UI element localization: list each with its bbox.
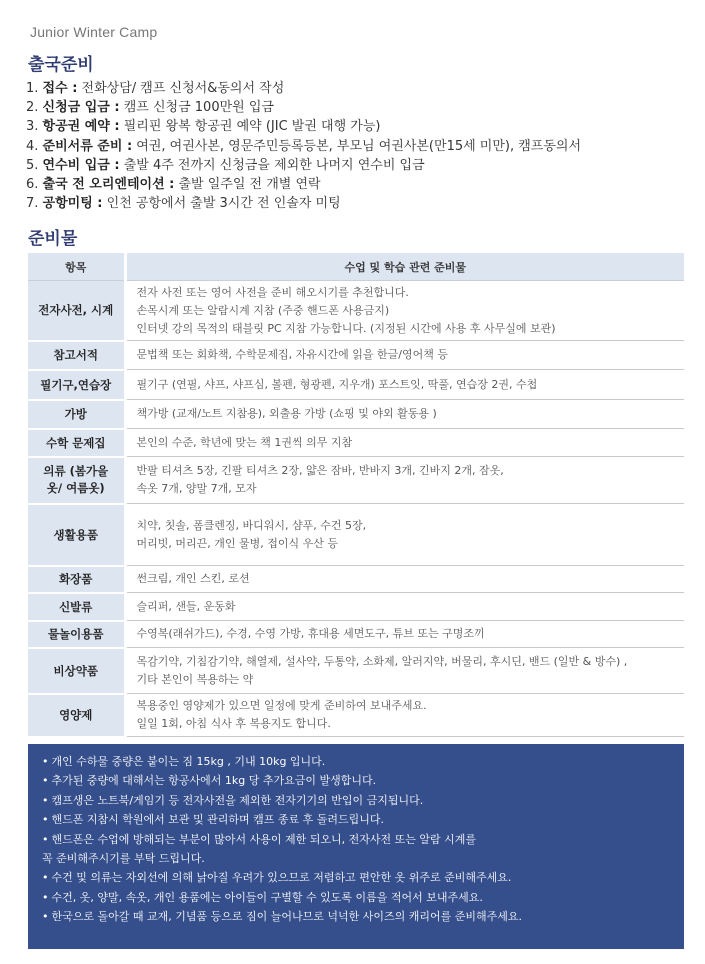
note-item (42, 888, 684, 907)
table-row (28, 593, 684, 621)
bullet-icon: • (42, 910, 49, 924)
note-text: 핸드폰은 수업에 방해되는 부분이 많아서 사용이 제한 되오니, 전자사전 또는 알람 시계를 꼭 준비해주시기를 부탁 드립니다. (42, 832, 476, 866)
row-item: 가방 (28, 400, 125, 429)
step-label: 공항미팅 : (42, 196, 103, 212)
step-number: 7. (26, 196, 39, 212)
bullet-icon: • (42, 832, 49, 846)
step-text: 출발 일주일 전 개별 연락 (174, 177, 321, 193)
row-item: 화장품 (28, 566, 125, 593)
step-label: 출국 전 오리엔테이션 : (42, 177, 175, 193)
note-text: 캠프생은 노트북/게임기 등 전자사전을 제외한 전자기기의 반입이 금지됩니다. (51, 793, 424, 807)
row-item: 참고서적 (28, 341, 125, 370)
note-item (42, 868, 684, 887)
table-row (28, 429, 684, 457)
row-detail: 반팔 티셔츠 5장, 긴팔 티셔츠 2장, 얇은 잠바, 반바지 3개, 긴바지 2개, 잠옷, 속옷 7개, 양말 7개, 모자 (125, 457, 684, 504)
bullet-icon: • (42, 774, 49, 788)
step-item (26, 156, 581, 175)
row-item: 영양제 (28, 694, 125, 737)
table-row (28, 400, 684, 429)
step-number: 6. (26, 177, 39, 193)
step-text: 전화상담/ 캠프 신청서&동의서 작성 (77, 81, 285, 96)
note-text: 핸드폰 지참시 학원에서 보관 및 관리하며 캠프 종료 후 돌려드립니다. (51, 813, 384, 827)
step-number: 2. (26, 100, 39, 116)
bullet-icon: • (42, 793, 49, 807)
row-item: 의류 (봄가을 옷/ 여름옷) (28, 457, 125, 504)
table-row (28, 648, 684, 694)
row-detail: 필기구 (연필, 샤프, 샤프심, 볼펜, 형광펜, 지우개) 포스트잇, 딱풀, 연습장 2권, 수첩 (125, 370, 684, 400)
note-text: 수건 및 의류는 자외선에 의해 낡아질 우려가 있으므로 저렴하고 편안한 옷 위주로 준비해주세요. (51, 871, 512, 885)
step-text: 출발 4주 전까지 신청금을 제외한 나머지 연수비 입금 (119, 157, 425, 173)
table-row (28, 694, 684, 737)
column-header-detail: 수업 및 학습 관련 준비물 (125, 253, 684, 281)
note-text: 추가된 중량에 대해서는 항공사에서 1kg 당 추가요금이 발생합니다. (51, 774, 377, 788)
row-item: 신발류 (28, 593, 125, 621)
row-detail: 책가방 (교재/노트 지참용), 외출용 가방 (쇼핑 및 야외 활동용 ) (125, 400, 684, 429)
step-item (26, 175, 581, 194)
table-row (28, 281, 684, 341)
row-item: 전자사전, 시계 (28, 281, 125, 341)
step-number: 5. (26, 157, 39, 173)
note-item (42, 752, 684, 771)
note-item (42, 810, 684, 829)
step-item (26, 117, 581, 136)
step-item (26, 137, 581, 156)
departure-title: 출국준비 (28, 55, 94, 75)
note-item (42, 907, 684, 926)
step-label: 준비서류 준비 : (42, 138, 133, 154)
table-row (28, 341, 684, 370)
note-text: 한국으로 돌아갈 때 교재, 기념품 등으로 짐이 늘어나므로 넉넉한 사이즈의 캐리어를 준비해주세요. (51, 910, 522, 924)
row-detail: 전자 사전 또는 영어 사전을 준비 해오시기를 추천합니다. 손목시계 또는 알람시계 지참 (주중 핸드폰 사용금지) 인터넷 강의 목적의 태블릿 PC 지참 가능합니다. (지정된 시간에 사용 후 사무실에 보관) (125, 281, 684, 341)
step-number: 4. (26, 138, 39, 154)
row-item: 비상약품 (28, 648, 125, 694)
table-row (28, 370, 684, 400)
table-row (28, 504, 684, 566)
column-header-item: 항목 (28, 253, 125, 281)
bullet-icon: • (42, 871, 49, 885)
bullet-icon: • (42, 813, 49, 827)
step-item (26, 194, 581, 213)
camp-name: Junior Winter Camp (30, 24, 158, 40)
row-detail: 문법책 또는 회화책, 수학문제집, 자유시간에 읽을 한글/영어책 등 (125, 341, 684, 370)
table-row (28, 457, 684, 504)
step-label: 연수비 입금 : (42, 157, 120, 173)
table-header-row (28, 253, 684, 281)
table-row (28, 566, 684, 593)
step-text: 인천 공항에서 출발 3시간 전 인솔자 미팅 (102, 196, 341, 212)
row-detail: 수영복(래쉬가드), 수경, 수영 가방, 휴대용 세면도구, 튜브 또는 구명조끼 (125, 621, 684, 648)
row-item: 필기구,연습장 (28, 370, 125, 400)
step-item (26, 98, 581, 117)
note-item (42, 771, 684, 790)
row-item: 수학 문제집 (28, 429, 125, 457)
row-detail: 치약, 칫솔, 폼클렌징, 바디워시, 샴푸, 수건 5장, 머리빗, 머리끈, 개인 물병, 접이식 우산 등 (125, 504, 684, 566)
table-row (28, 621, 684, 648)
step-label: 항공권 예약 : (42, 119, 120, 135)
step-number: 1. (26, 81, 39, 96)
step-text: 캠프 신청금 100만원 입금 (119, 100, 274, 116)
note-item (42, 791, 684, 810)
supplies-table (28, 253, 684, 738)
note-text: 개인 수하물 중량은 붙이는 짐 15kg , 기내 10kg 입니다. (51, 755, 326, 768)
departure-steps (26, 79, 581, 213)
step-text: 필리핀 왕복 항공권 예약 (JIC 발권 대행 가능) (119, 119, 381, 135)
row-detail: 슬리퍼, 샌들, 운동화 (125, 593, 684, 621)
row-detail: 썬크림, 개인 스킨, 로션 (125, 566, 684, 593)
row-detail: 본인의 수준, 학년에 맞는 책 1권씩 의무 지참 (125, 429, 684, 457)
notes-box (28, 744, 684, 949)
step-label: 신청금 입금 : (42, 100, 120, 116)
step-text: 여권, 여권사본, 영문주민등록등본, 부모님 여권사본(만15세 미만), 캠프동의서 (132, 138, 582, 154)
row-detail: 복용중인 영양제가 있으면 일정에 맞게 준비하여 보내주세요. 일일 1회, 아침 식사 후 복용지도 합니다. (125, 694, 684, 737)
note-text: 수건, 옷, 양말, 속옷, 개인 용품에는 아이들이 구별할 수 있도록 이름을 적어서 보내주세요. (51, 890, 483, 904)
step-number: 3. (26, 119, 39, 135)
row-item: 생활용품 (28, 504, 125, 566)
row-item: 물놀이용품 (28, 621, 125, 648)
bullet-icon: • (42, 890, 49, 904)
step-item (26, 79, 581, 98)
row-detail: 목감기약, 기침감기약, 해열제, 설사약, 두통약, 소화제, 알러지약, 버물리, 후시딘, 밴드 (일반 & 방수) , 기타 본인이 복용하는 약 (125, 648, 684, 694)
step-label: 접수 : (42, 81, 78, 96)
supplies-title: 준비물 (28, 229, 78, 249)
note-item (42, 830, 684, 869)
bullet-icon: • (42, 755, 49, 768)
